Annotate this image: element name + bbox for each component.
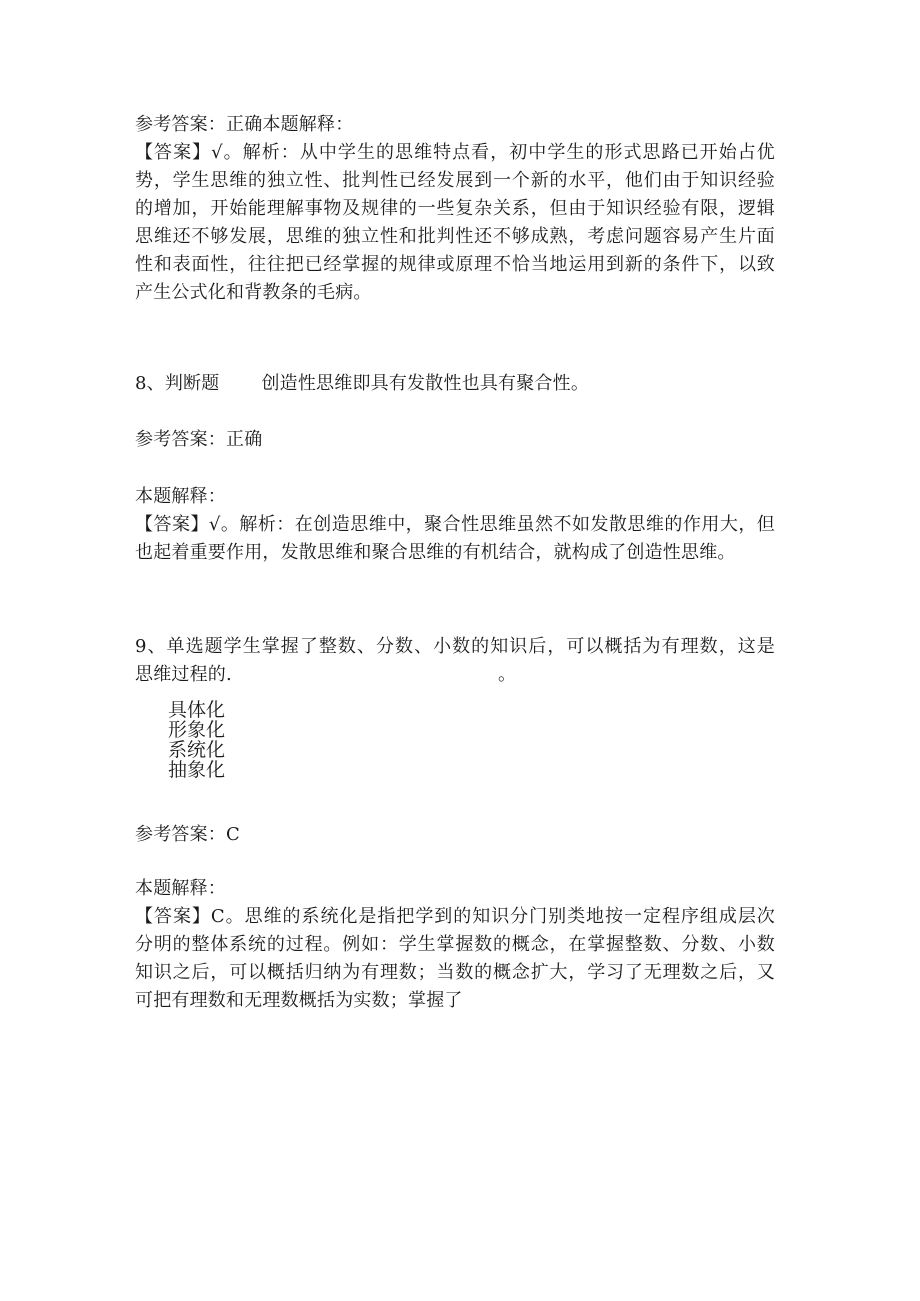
q9-stem-line-1: 9、单选题学生掌握了整数、分数、小数的知识后，可以概括为有理数，这是 [135, 636, 775, 657]
prev-explanation-line-1: 【答案】√。解析：从中学生的思维特点看，初中学生的形式思路已开始占优 [135, 142, 775, 163]
q9-stem-end: 。 [498, 664, 517, 685]
q9-explanation-line-1: 【答案】C。思维的系统化是指把学到的知识分门别类地按一定程序组成层次 [135, 906, 775, 927]
q9-option-c: 系统化 [168, 739, 226, 761]
q9-explanation-line-3: 知识之后，可以概括归纳为有理数；当数的概念扩大，学习了无理数之后，又 [135, 962, 775, 983]
q8-explanation-label: 本题解释： [135, 486, 226, 507]
prev-explanation-line-2: 势，学生思维的独立性、批判性已经发展到一个新的水平，他们由于知识经验 [135, 170, 775, 191]
q9-stem-line-2 [135, 662, 775, 688]
q9-explanation-label: 本题解释： [135, 878, 226, 899]
prev-explanation-line-3: 的增加，开始能理解事物及规律的一些复杂关系，但由于知识经验有限，逻辑 [135, 198, 775, 219]
q8-explanation-line-1: 【答案】√。解析：在创造思维中，聚合性思维虽然不如发散思维的作用大，但 [135, 514, 775, 535]
prev-explanation-line-6: 产生公式化和背教条的毛病。 [135, 282, 372, 303]
q8-question [135, 371, 589, 397]
prev-explanation-line-5: 性和表面性，往往把已经掌握的规律或原理不恰当地运用到新的条件下，以致 [135, 254, 775, 275]
q8-explanation-line-2: 也起着重要作用，发散思维和聚合思维的有机结合，就构成了创造性思维。 [135, 542, 736, 563]
q9-option-b: 形象化 [168, 719, 226, 741]
q9-option-a: 具体化 [168, 699, 226, 721]
q8-reference-answer: 参考答案：正确 [135, 429, 263, 450]
q8-number-type: 8、判断题 [135, 373, 220, 394]
q9-reference-answer: 参考答案：C [135, 824, 240, 845]
q9-explanation-line-4: 可把有理数和无理数概括为实数；掌握了 [135, 990, 463, 1011]
q9-explanation-line-2: 分明的整体系统的过程。例如：学生掌握数的概念，在掌握整数、分数、小数 [135, 934, 775, 955]
q8-stem: 创造性思维即具有发散性也具有聚合性。 [261, 373, 590, 394]
prev-reference-answer: 参考答案：正确本题解释： [135, 114, 354, 135]
q9-option-d: 抽象化 [168, 759, 226, 781]
prev-explanation-line-4: 思维还不够发展，思维的独立性和批判性还不够成熟，考虑问题容易产生片面 [135, 226, 775, 247]
q9-stem-text: 思维过程的. [135, 664, 232, 685]
